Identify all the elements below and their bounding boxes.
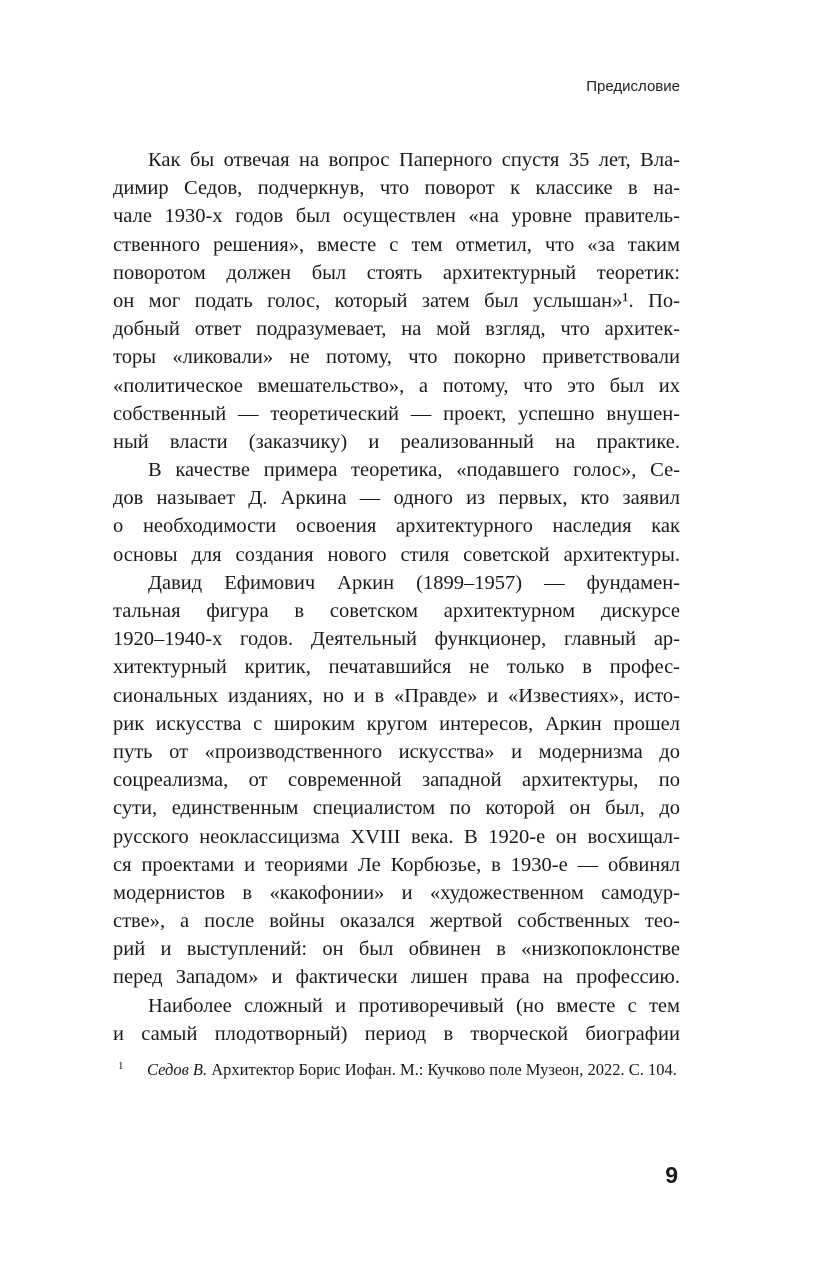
footnote-author: Седов В. (147, 1060, 208, 1079)
text-line: сиональных изданиях, но и в «Правде» и «Известиях», исто- (113, 684, 680, 707)
page-number: 9 (665, 1162, 678, 1188)
text-line: собственный — теоретический — проект, успешно внушен- (113, 402, 680, 425)
text-line: тальная фигура в советском архитектурном дискурсе (113, 600, 680, 622)
text-line: 1920–1940-х годов. Деятельный функционер, главный ар- (113, 628, 680, 651)
text-line: димир Седов, подчеркнув, что поворот к классике в на- (113, 177, 680, 200)
text-line: ся проектами и теориями Ле Корбюзье, в 1930-е — обвинял (113, 853, 680, 876)
text-line: ственного решения», вместе с тем отметил, что «за таким (113, 233, 680, 256)
text-line: В качестве примера теоретика, «подавшего голос», Се- (148, 459, 680, 482)
text-line: перед Западом» и фактически лишен права на профессию. (113, 966, 680, 989)
text-line: русского неоклассицизма XVIII века. В 1920-е он восхищал- (113, 825, 680, 848)
text-line: сути, единственным специалистом по которой он был, до (113, 797, 680, 820)
footnote-text (147, 1058, 680, 1082)
text-line: и самый плодотворный) период в творческой биографии (113, 1022, 680, 1045)
text-line: путь от «производственного искусства» и модернизма до (113, 740, 680, 763)
body-text (113, 146, 680, 1048)
text-line: Как бы отвечая на вопрос Паперного спустя 35 лет, Вла- (148, 149, 680, 171)
running-head: Предисловие (586, 78, 680, 95)
text-line: дов называет Д. Аркина — одного из первых, кто заявил (113, 487, 680, 510)
text-line: чале 1930-х годов был осуществлен «на уровне правитель- (113, 205, 680, 228)
text-line: Давид Ефимович Аркин (1899–1957) — фундамен- (148, 571, 680, 594)
text-line: рик искусства с широким кругом интересов, Аркин прошел (113, 712, 680, 735)
text-line: стве», а после войны оказался жертвой собственных тео- (113, 910, 680, 933)
text-line: рий и выступлений: он был обвинен в «низкопоклонстве (113, 938, 680, 961)
text-line: основы для создания нового стиля советской архитектуры. (113, 543, 680, 566)
text-line: ный власти (заказчику) и реализованный на практике. (113, 430, 680, 453)
text-line: торы «ликовали» не потому, что покорно приветствовали (113, 346, 680, 369)
text-line: соцреализма, от современной западной архитектуры, по (113, 769, 680, 792)
text-line: он мог подать голос, который затем был услышан»¹. По- (113, 289, 680, 312)
text-line: о необходимости освоения архитектурного наследия как (113, 515, 680, 538)
text-line: поворотом должен был стоять архитектурный теоретик: (113, 261, 680, 284)
text-line: «политическое вмешательство», а потому, что это был их (113, 374, 680, 397)
footnote (118, 1058, 680, 1082)
text-line: модернистов в «какофонии» и «художественном самодур- (113, 881, 680, 904)
footnote-citation: Архитектор Борис Иофан. М.: Кучково поле Музеон, 2022. С. 104. (207, 1060, 677, 1079)
text-line: добный ответ подразумевает, на мой взгляд, что архитек- (113, 318, 680, 341)
footnote-marker: 1 (118, 1060, 124, 1072)
text-line: Наиболее сложный и противоречивый (но вместе с тем (148, 994, 680, 1017)
text-line: хитектурный критик, печатавшийся не только в профес- (113, 656, 680, 679)
